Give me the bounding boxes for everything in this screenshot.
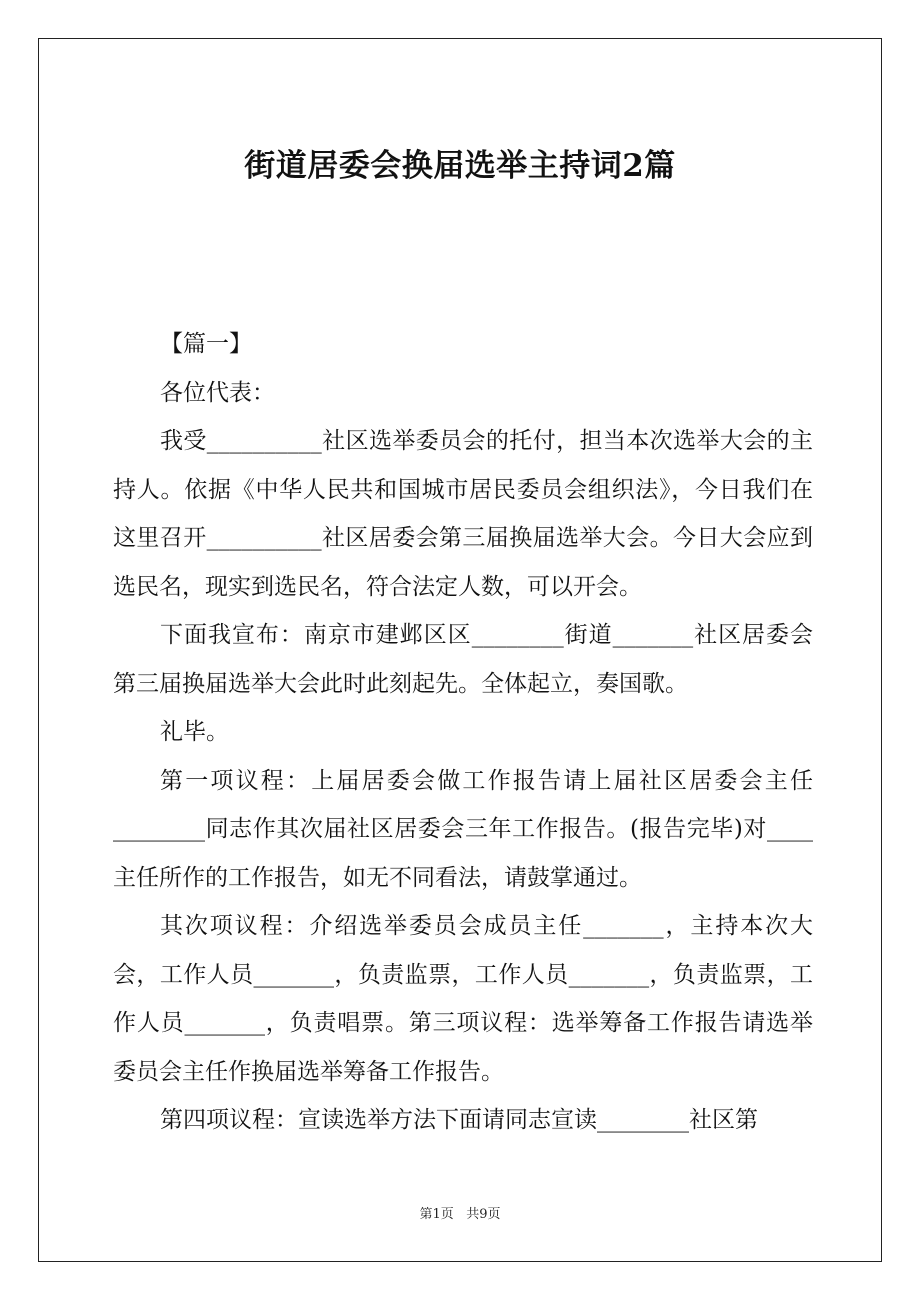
document-title: 街道居委会换届选举主持词2篇 — [244, 148, 676, 184]
page-footer — [0, 1206, 920, 1224]
paragraph-salutation: 各位代表： — [160, 379, 275, 406]
document-body — [113, 320, 813, 1145]
paragraph-opening: 我受__________社区选举委员会的托付，担当本次选举大会的主持人。依据《中华人民共和国城市居民委员会组织法》，今日我们在这里召开__________社区居委会第三届换届选举大会。今日大会应到选民名，现实到选民名，符合法定人数，可以开会。 — [113, 428, 813, 600]
paragraph-agenda-4: 第四项议程：宣读选举方法下面请同志宣读________社区第 — [160, 1107, 758, 1133]
page-total: 共9页 — [466, 1207, 501, 1222]
paragraph-ceremony-end: 礼毕。 — [160, 719, 229, 745]
paragraph-announcement: 下面我宣布：南京市建邺区区________街道_______社区居委会第三届换届选举大会此时此刻起先。全体起立，奏国歌。 — [113, 622, 813, 697]
paragraph-agenda-2-3: 其次项议程：介绍选举委员会成员主任_______，主持本次大会，工作人员_______，负责监票，工作人员_______，负责监票，工作人员_______，负责唱票。第三项议程：选举筹备工作报告请选举委员会主任作换届选举筹备工作报告。 — [113, 913, 813, 1085]
page-number: 第1页 — [419, 1207, 454, 1222]
paragraph-agenda-1: 第一项议程：上届居委会做工作报告请上届社区居委会主任________同志作其次届社区居委会三年工作报告。(报告完毕)对____主任所作的工作报告，如无不同看法，请鼓掌通过。 — [113, 767, 813, 891]
section-heading: 【篇一】 — [160, 331, 252, 357]
